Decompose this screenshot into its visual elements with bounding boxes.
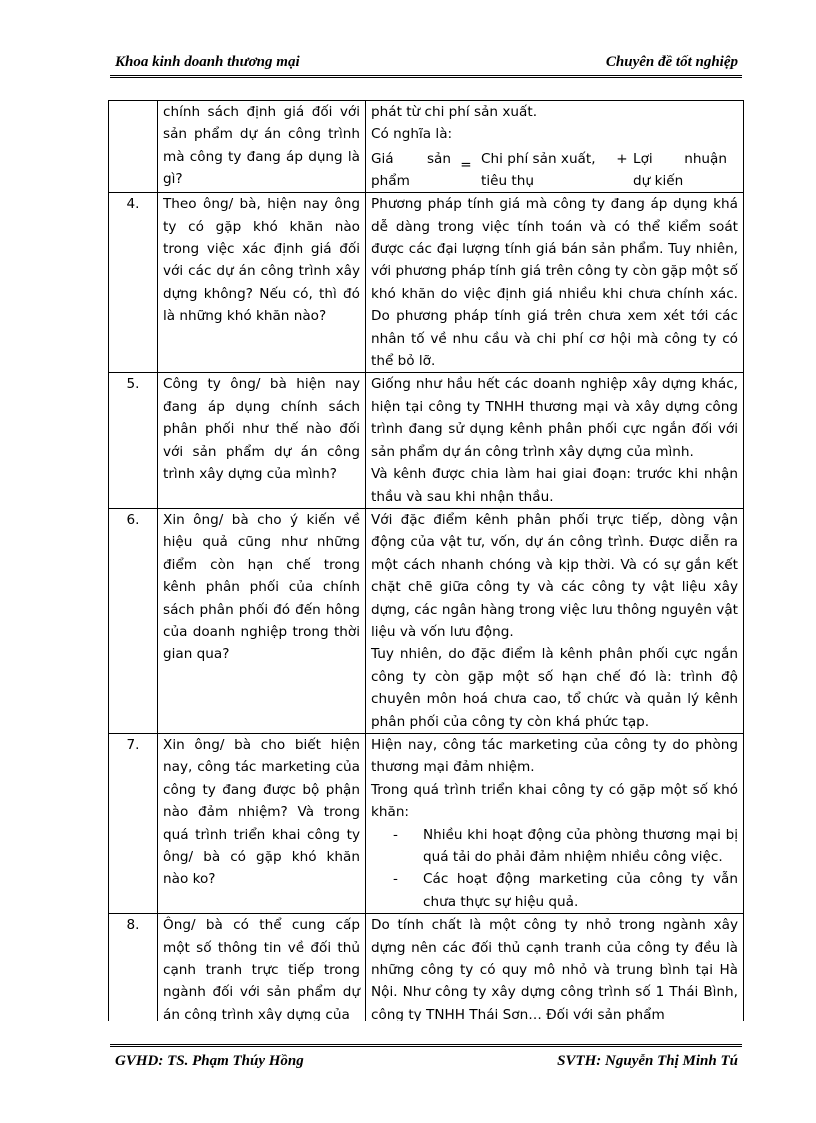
- row-number: 7.: [109, 733, 158, 913]
- list-item: [393, 824, 738, 869]
- answer-cell: Phương pháp tính giá mà công ty đang áp dụng khá dễ dàng trong việc tính toán và có thể kiểm soát được các đại lượng tính giá bán sản phẩm. Tuy nhiên, với phương pháp tính giá trên công ty còn gặp một số khó khăn do việc định giá nhiều khi chưa chính xác. Do phương pháp tính giá trên chưa xem xét tới các nhân tố về nhu cầu và chi phí cơ hội mà công ty có thể bỏ lỡ.: [366, 193, 744, 373]
- formula-word: dự kiến: [633, 173, 684, 190]
- formula-term-price: [371, 148, 451, 192]
- formula-plus: +: [616, 150, 628, 167]
- footer-student: SVTH: Nguyễn Thị Minh Tú: [557, 1053, 738, 1069]
- footer-supervisor: GVHD: TS. Phạm Thúy Hồng: [115, 1053, 304, 1069]
- answer-paragraph: Giống như hầu hết các doanh nghiệp xây dựng khác, hiện tại công ty TNHH thương mại và xây dựng công trình đang sử dụng kênh phân phối cực ngắn đối với sản phẩm dự án công trình xây dựng của mình.: [371, 376, 738, 460]
- list-item: [393, 868, 738, 913]
- answer-paragraph: Tuy nhiên, do đặc điểm là kênh phân phối cực ngắn công ty còn gặp một số hạn chế đó là: trình độ chuyên môn hoá chưa cao, tổ chức và quản lý kênh phân phối của công ty còn khá phức tạp.: [371, 646, 738, 730]
- header-faculty: Khoa kinh doanh thương mại: [115, 54, 300, 70]
- price-formula: [371, 148, 738, 192]
- table-row: [109, 508, 744, 733]
- answer-cell: [366, 101, 744, 193]
- question-cell: Ông/ bà có thể cung cấp một số thông tin về đối thủ cạnh tranh trực tiếp trong ngành đối với sản phẩm dự án công trình xây dựng của: [158, 914, 366, 1021]
- dash-bullet: -: [393, 871, 398, 888]
- answer-paragraph: Hiện nay, công tác marketing của công ty do phòng thương mại đảm nhiệm.: [371, 736, 738, 776]
- answer-paragraph: Với đặc điểm kênh phân phối trực tiếp, dòng vận động của vật tư, vốn, dự án công trình. Được diễn ra một cách nhanh chóng và kịp thời. Và có sự gắn kết chặt chẽ giữa công ty và các công ty vật liệu xây dựng, các ngân hàng trong việc lưu thông nguyên vật liệu và vốn lưu động.: [371, 511, 738, 640]
- table-row: [109, 193, 744, 373]
- answer-line: Có nghĩa là:: [371, 126, 453, 143]
- difficulty-list: [371, 824, 738, 914]
- formula-term-profit: [633, 148, 727, 192]
- answer-cell: [366, 373, 744, 508]
- list-item-text: Nhiều khi hoạt động của phòng thương mại bị quá tải do phải đảm nhiệm nhiều công việc.: [423, 826, 738, 865]
- formula-word: Giá: [371, 150, 394, 167]
- row-number: 5.: [109, 373, 158, 508]
- qa-table: [108, 100, 744, 1021]
- formula-word: tiêu thụ: [481, 172, 534, 189]
- answer-cell: [366, 733, 744, 913]
- header-rule: [110, 75, 742, 78]
- question-cell: Xin ông/ bà cho ý kiến về hiệu quả cũng như những điểm còn hạn chế trong kênh phân phối của chính sách phân phối đó đến hông của doanh nghiệp trong thời gian qua?: [158, 508, 366, 733]
- row-number: [109, 101, 158, 193]
- question-cell: Công ty ông/ bà hiện nay đang áp dụng chính sách phân phối như thế nào đối với sản phẩm dự án công trình xây dựng của mình?: [158, 373, 366, 508]
- row-number: 8.: [109, 914, 158, 1021]
- list-item-text: Các hoạt động marketing của công ty vẫn chưa thực sự hiệu quả.: [423, 871, 738, 910]
- table-row: [109, 101, 744, 193]
- dash-bullet: -: [393, 826, 398, 843]
- question-cell: Xin ông/ bà cho biết hiện nay, công tác marketing của công ty đang được bộ phận nào đảm nhiệm? Và trong quá trình triển khai công ty ông/ bà có gặp khó khăn nào ko?: [158, 733, 366, 913]
- formula-word: Chi phí sản xuất,: [481, 150, 596, 167]
- table-row: [109, 914, 744, 1021]
- question-cell: chính sách định giá đối với sản phẩm dự án công trình mà công ty đang áp dụng là gì?: [158, 101, 366, 193]
- page-header: [110, 52, 740, 76]
- formula-term-cost: [481, 148, 611, 192]
- table-row: [109, 373, 744, 508]
- header-doc-type: Chuyên đề tốt nghiệp: [605, 54, 738, 70]
- formula-word: Lợi: [633, 150, 653, 167]
- page-footer: [110, 1053, 740, 1077]
- question-cell: Theo ông/ bà, hiện nay ông ty có gặp khó khăn nào trong việc xác định giá đối với các dự án công trình xây dựng không? Nếu có, thì đó là những khó khăn nào?: [158, 193, 366, 373]
- formula-equals: =: [460, 156, 472, 173]
- row-number: 6.: [109, 508, 158, 733]
- qa-table-container: [108, 100, 744, 1021]
- footer-rule: [110, 1044, 742, 1047]
- formula-word: phẩm: [371, 173, 410, 190]
- row-number: 4.: [109, 193, 158, 373]
- answer-paragraph: Trong quá trình triển khai công ty có gặp một số khó khăn:: [371, 781, 738, 821]
- answer-line: phát từ chi phí sản xuất.: [371, 104, 538, 120]
- formula-word: nhuận: [684, 150, 727, 167]
- answer-cell: Do tính chất là một công ty nhỏ trong ngành xây dựng nên các đối thủ cạnh tranh của công ty đều là những công ty có quy mô nhỏ và trung bình tại Hà Nội. Như công ty xây dựng công trình số 1 Thái Bình, công ty TNHH Thái Sơn… Đối với sản phẩm: [366, 914, 744, 1021]
- table-row: [109, 733, 744, 913]
- answer-cell: [366, 508, 744, 733]
- answer-paragraph: Và kênh được chia làm hai giai đoạn: trước khi nhận thầu và sau khi nhận thầu.: [371, 466, 738, 505]
- formula-word: sản: [426, 150, 451, 167]
